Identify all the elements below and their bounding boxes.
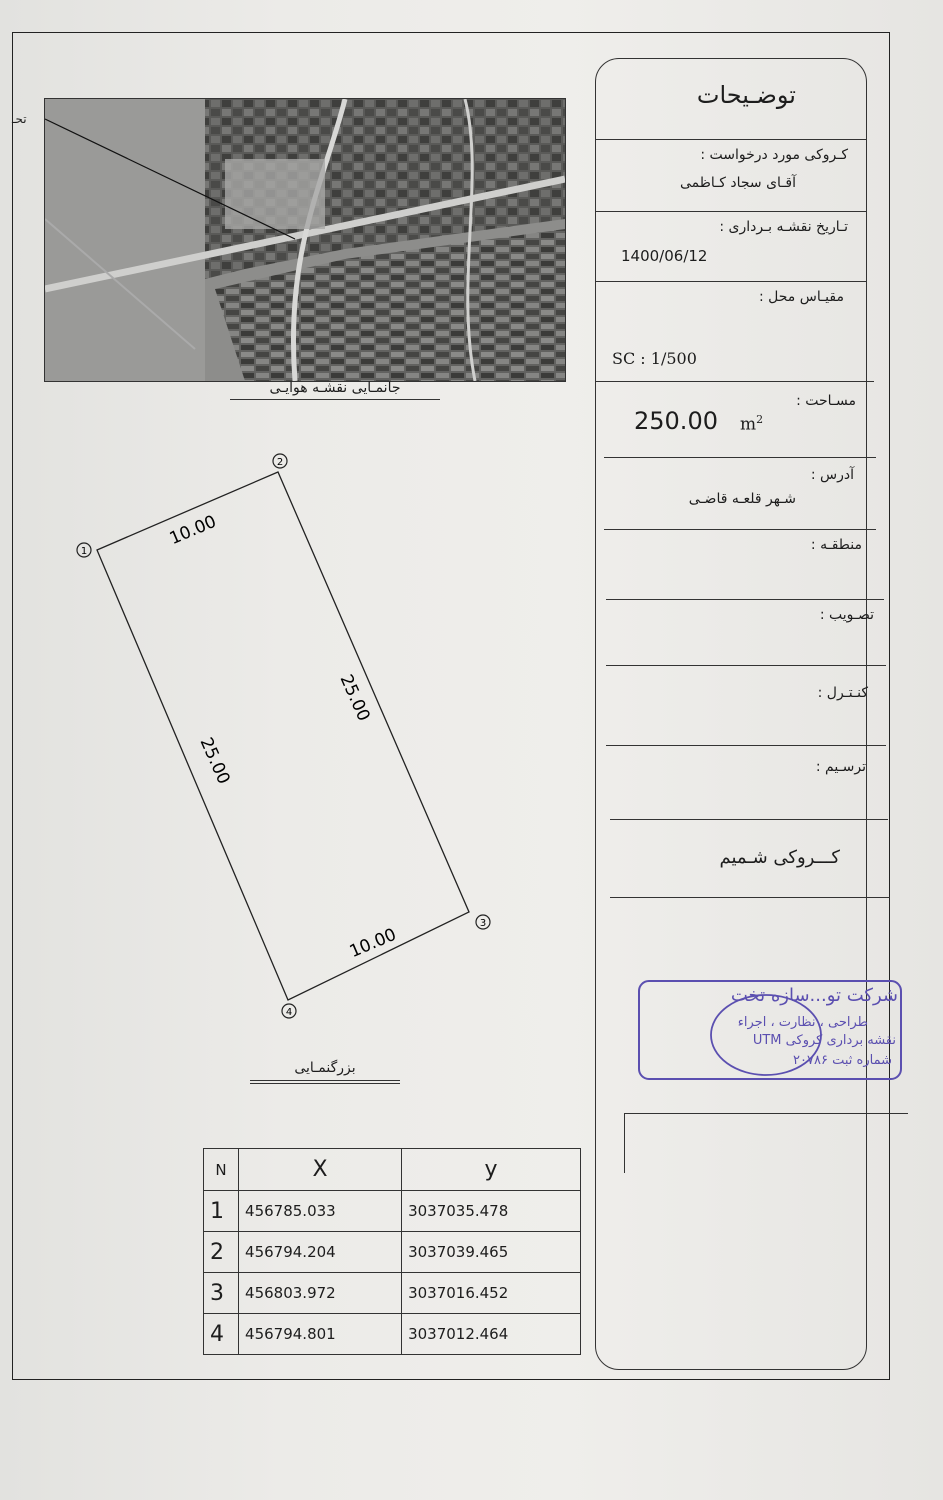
area-value: 250.00: [634, 407, 718, 435]
table-row: [204, 1314, 581, 1355]
scale-row: [596, 281, 874, 382]
zone-row: [606, 529, 884, 600]
y-value: 3037039.465: [402, 1232, 581, 1273]
col-header-x: X: [239, 1149, 402, 1191]
survey-date-row: [596, 211, 866, 282]
x-value: 456794.204: [239, 1232, 402, 1273]
description-panel: [595, 58, 874, 1370]
zoom-caption: بزرگنمـایی: [250, 1060, 400, 1084]
svg-text:3: 3: [479, 918, 487, 929]
svg-text:1: 1: [80, 546, 88, 557]
stamp-line-4: شماره ثبت ۲۰۷۸۶: [793, 1053, 892, 1068]
footer-row: [610, 819, 890, 898]
vertex-4: [282, 1004, 296, 1018]
y-value: 3037016.452: [402, 1273, 581, 1314]
y-value: 3037012.464: [402, 1314, 581, 1355]
side-right-length: 25.00: [335, 671, 374, 725]
parcel-outline: [97, 472, 469, 1000]
lower-divider: [624, 1113, 908, 1114]
y-value: 3037035.478: [402, 1191, 581, 1232]
survey-date-label: تـاریخ نقشـه بـرداری :: [719, 219, 848, 235]
table-row: [204, 1273, 581, 1314]
drawing-row: [610, 745, 888, 820]
svg-text:2: 2: [276, 457, 284, 468]
stamp-line-3: نقشه برداری کروکی UTM: [752, 1033, 896, 1048]
approval-label: تصـویب :: [819, 607, 874, 623]
x-value: 456803.972: [239, 1273, 402, 1314]
vertex-3: [476, 915, 490, 929]
row-number: 1: [204, 1191, 239, 1232]
vertex-2: [273, 454, 287, 468]
svg-text:4: 4: [285, 1007, 293, 1018]
company-stamp: [636, 975, 906, 1085]
col-header-n: N: [204, 1149, 239, 1191]
requester-row: [596, 139, 866, 212]
area-label: مسـاحت :: [796, 393, 856, 409]
scale-value: SC : 1/500: [612, 349, 697, 368]
row-number: 3: [204, 1273, 239, 1314]
scale-label: مقیـاس محل :: [758, 289, 844, 305]
x-value: 456794.801: [239, 1314, 402, 1355]
panel-title: توضـیحات: [696, 81, 796, 109]
x-value: 456785.033: [239, 1191, 402, 1232]
approval-row: [606, 599, 886, 666]
zone-label: منطقـه :: [810, 537, 862, 553]
side-top-length: 10.00: [166, 511, 220, 550]
col-header-y: y: [402, 1149, 581, 1191]
table-row: [204, 1191, 581, 1232]
address-value: شـهر قلعـه قاضـی: [688, 491, 796, 507]
lower-box-left: [624, 1113, 625, 1173]
drawing-label: ترسـیم :: [815, 759, 866, 775]
panel-title-row: [596, 59, 866, 140]
address-row: [604, 457, 876, 530]
footer-title: کـــروکی شـمیم: [719, 847, 840, 868]
row-number: 2: [204, 1232, 239, 1273]
coordinate-table: [203, 1148, 581, 1355]
requester-value: آقـای سجاد کـاظمی: [679, 175, 796, 191]
control-row: [606, 665, 886, 746]
table-header-row: [204, 1149, 581, 1191]
side-left-length: 25.00: [195, 734, 234, 788]
survey-date-value: 1400/06/12: [621, 247, 708, 265]
stamp-line-1: شرکت تو...سازه تخت: [730, 985, 898, 1006]
stamp-line-2: طراحی ، نظارت ، اجراء: [737, 1015, 868, 1030]
requester-label: کـروکی مورد درخواست :: [700, 147, 848, 163]
parcel-drawing: [0, 0, 600, 1100]
vertex-1: [77, 543, 91, 557]
area-unit: $m^2$: [740, 413, 764, 435]
control-label: کنـتـرل :: [817, 685, 868, 701]
address-label: آدرس :: [810, 467, 854, 483]
table-row: [204, 1232, 581, 1273]
aerial-caption: جانمـایی نقشـه هوایـی: [230, 380, 440, 400]
area-row: [604, 381, 876, 458]
side-bottom-length: 10.00: [346, 924, 400, 963]
row-number: 4: [204, 1314, 239, 1355]
aerial-edge-label: تحـ: [12, 112, 27, 126]
